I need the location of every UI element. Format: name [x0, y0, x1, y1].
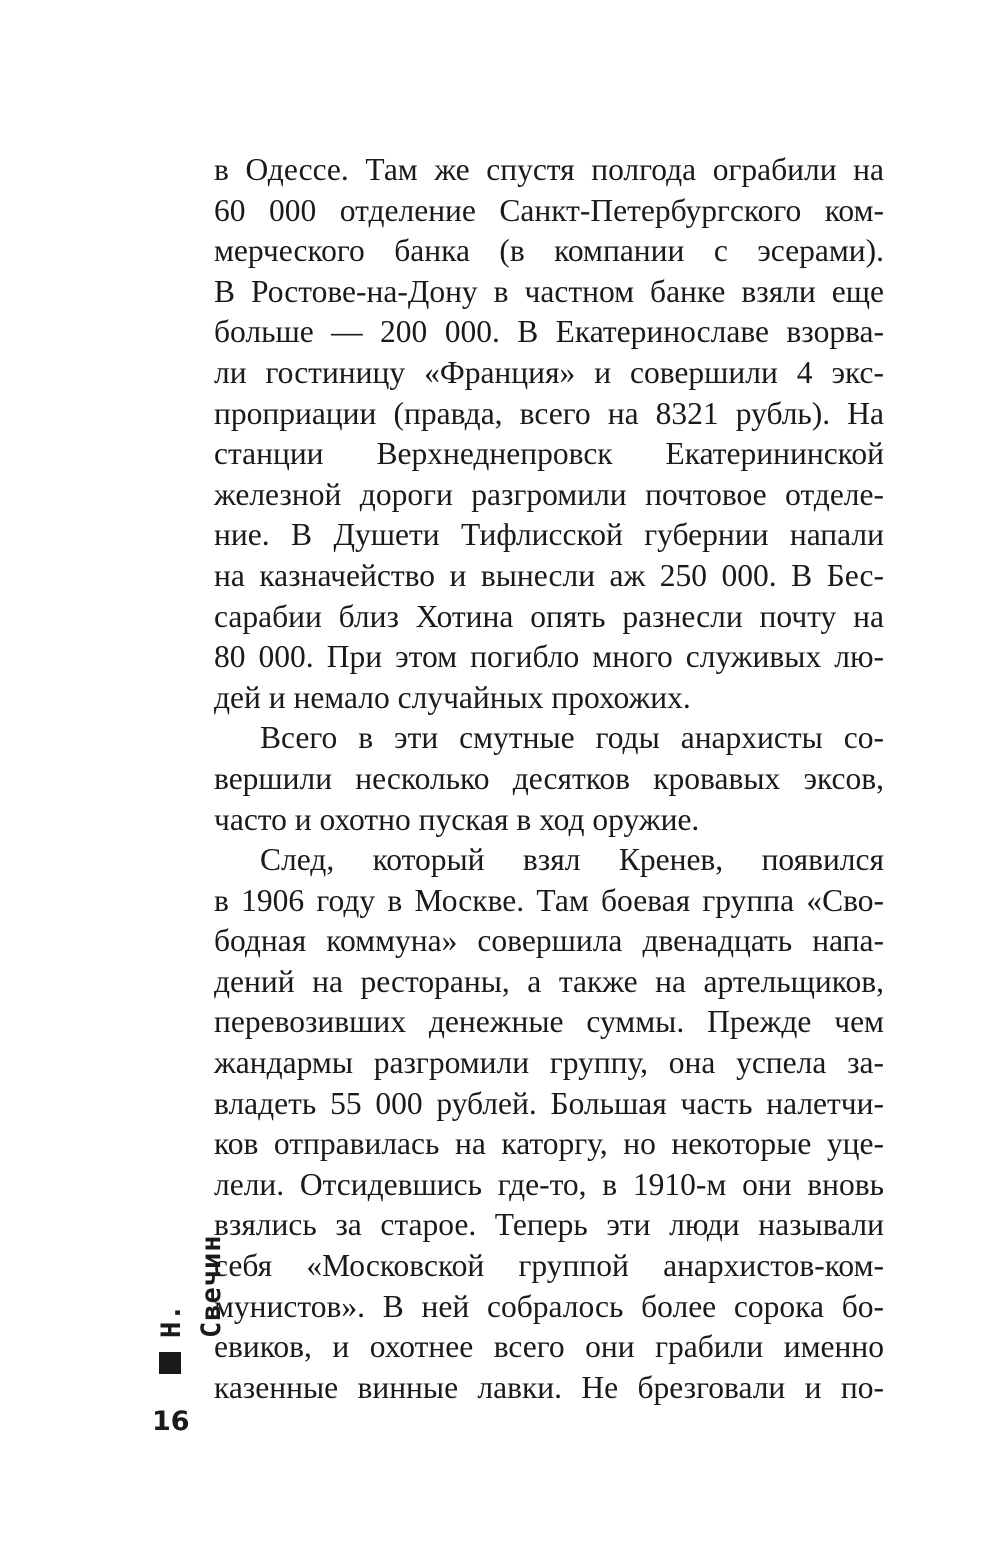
text-line: дей и немало случайных прохожих.	[214, 679, 691, 715]
text-line: часто и охотно пуская в ход оружие.	[214, 801, 700, 837]
author-name: Н. Свечин	[156, 1234, 227, 1338]
text-line: железной дороги разгромили почтовое отделе-	[214, 476, 884, 512]
text-line: станции Верхнеднепровск Екатерининской	[214, 436, 884, 472]
text-line: След, который взял Кренев, появился	[260, 842, 884, 878]
text-line: дений на рестораны, а также на артельщиков,	[214, 963, 884, 999]
text-line: бодная коммуна» совершила двенадцать напа-	[214, 923, 884, 959]
text-line: перевозивших денежные суммы. Прежде чем	[214, 1004, 884, 1040]
text-line: владеть 55 000 рублей. Большая часть налетчи-	[214, 1085, 884, 1121]
text-line: вершили несколько десятков кровавых эксов,	[214, 760, 884, 796]
text-line: в 1906 году в Москве. Там боевая группа «Сво-	[214, 882, 884, 918]
text-line: больше — 200 000. В Екатеринославе взорва-	[214, 314, 884, 350]
text-line: казенные винные лавки. Не брезговали и по-	[214, 1369, 884, 1405]
text-line: в Одессе. Там же спустя полгода ограбили на	[214, 152, 884, 187]
text-line: ков отправилась на каторгу, но некоторые уце-	[214, 1126, 884, 1162]
text-line: себя «Московской группой анархистов-ком-	[214, 1248, 884, 1284]
page-number: 16	[152, 1406, 190, 1437]
text-line: взялись за старое. Теперь эти люди называли	[214, 1207, 884, 1243]
running-head	[152, 1190, 227, 1400]
text-line: ние. В Душети Тифлисской губернии напали	[214, 517, 884, 553]
body-text	[214, 150, 884, 1408]
text-line: сарабии близ Хотина опять разнесли почту на	[214, 598, 884, 634]
square-marker	[159, 1352, 181, 1374]
text-line: Всего в эти смутные годы анархисты со-	[260, 720, 884, 756]
text-line: жандармы разгромили группу, она успела за-	[214, 1045, 884, 1081]
text-line: мунистов». В ней собралось более сорока бо-	[214, 1288, 884, 1324]
text-line: ли гостиницу «Франция» и совершили 4 экс-	[214, 354, 884, 390]
text-line: проприации (правда, всего на 8321 рубль). На	[214, 395, 884, 431]
text-line: евиков, и охотнее всего они грабили именно	[214, 1329, 884, 1365]
text-line: В Ростове-на-Дону в частном банке взяли еще	[214, 273, 884, 309]
text-line: на казначейство и вынесли аж 250 000. В Бес-	[214, 557, 884, 593]
text-line: лели. Отсидевшись где-то, в 1910-м они вновь	[214, 1166, 884, 1202]
text-line: мерческого банка (в компании с эсерами).	[214, 233, 884, 269]
text-line: 60 000 отделение Санкт-Петербургского ком-	[214, 192, 884, 228]
text-line: 80 000. При этом погибло много служивых лю-	[214, 639, 884, 675]
